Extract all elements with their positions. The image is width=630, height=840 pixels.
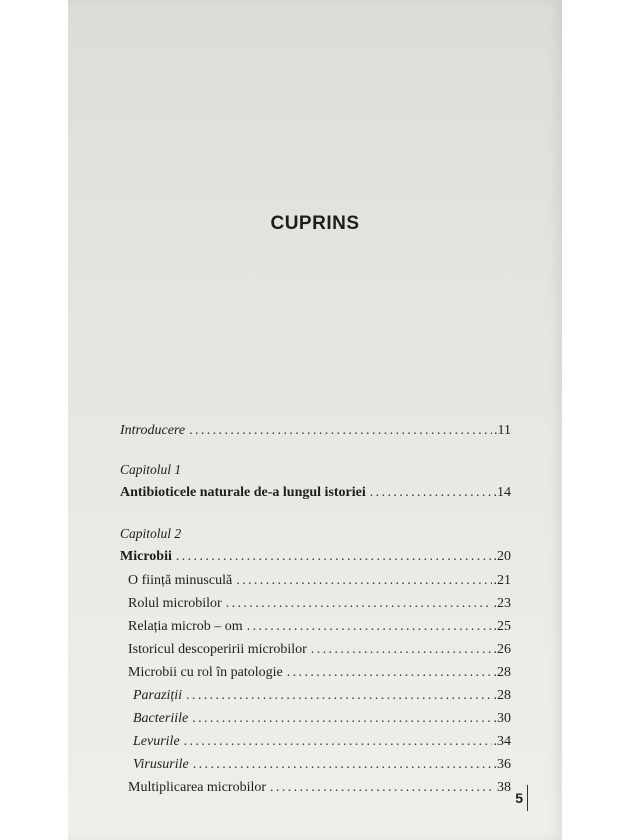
toc-entry-label: O ființă minusculă (128, 573, 233, 588)
toc-entry-page: .28 (493, 665, 511, 680)
toc-entry-page: .21 (493, 573, 511, 588)
toc-entry-page: .23 (493, 596, 511, 611)
toc-entry-istoricul (128, 642, 511, 664)
toc-entry-page: .11 (494, 423, 511, 438)
toc-entry-parazitii (133, 688, 511, 710)
toc-entry-antibioticele (120, 485, 511, 507)
toc-entry-label: Microbii cu rol în patologie (128, 665, 283, 680)
toc-entry-levurile (133, 734, 511, 756)
leader-dots (184, 734, 492, 750)
toc-entry-label: Istoricul descoperirii microbilor (128, 642, 307, 657)
page-number: 5 (515, 790, 523, 806)
leader-dots (189, 423, 492, 439)
toc-entry-label: Multiplicarea microbilor (128, 780, 267, 795)
toc-entry-page: .28 (493, 688, 511, 703)
toc-entry-page: .26 (493, 642, 511, 657)
toc-entry-relatia-microb-om (128, 619, 511, 641)
toc-entry-rolul-microbilor (128, 596, 511, 618)
leader-dots (270, 780, 495, 796)
toc-entry-label: Microbii (120, 549, 172, 564)
leader-dots (287, 665, 492, 681)
toc-entry-microbii (120, 549, 511, 571)
chapter-1-heading: Capitolul 1 (120, 462, 182, 477)
toc-entry-page: 38 (497, 780, 511, 795)
leader-dots (247, 619, 492, 635)
leader-dots (186, 688, 491, 704)
leader-dots (193, 757, 492, 773)
toc-entry-bacteriile (133, 711, 511, 733)
toc-entry-virusurile (133, 757, 511, 779)
leader-dots (192, 711, 491, 727)
toc-entry-label: Rolul microbilor (128, 596, 222, 611)
toc-entry-page: .20 (493, 549, 511, 564)
toc-entry-page: .34 (493, 734, 511, 749)
leader-dots (236, 573, 491, 589)
folio-divider (527, 785, 528, 811)
toc-entry-page: .14 (493, 485, 511, 500)
toc-entry-introducere (120, 423, 511, 445)
toc-entry-multiplicarea (128, 780, 511, 802)
leader-dots (370, 485, 492, 501)
leader-dots (311, 642, 492, 658)
toc-entry-fiinta-minuscula (128, 573, 511, 595)
toc-entry-label: Levurile (133, 734, 180, 749)
toc-entry-label: Paraziții (133, 688, 183, 703)
toc-entry-label: Relația microb – om (128, 619, 243, 634)
toc-entry-label: Bacteriile (133, 711, 189, 726)
toc-entry-microbii-patologie (128, 665, 511, 687)
toc-entry-label: Introducere (120, 423, 186, 438)
leader-dots (176, 549, 492, 565)
toc-entry-page: .36 (493, 757, 511, 772)
page-title: CUPRINS (270, 213, 360, 234)
toc-entry-label: Antibioticele naturale de-a lungul istoriei (120, 485, 366, 500)
toc-entry-page: .25 (493, 619, 511, 634)
toc-entry-label: Virusurile (133, 757, 189, 772)
toc-entry-page: .30 (493, 711, 511, 726)
leader-dots (226, 596, 492, 612)
chapter-2-heading: Capitolul 2 (120, 526, 182, 541)
